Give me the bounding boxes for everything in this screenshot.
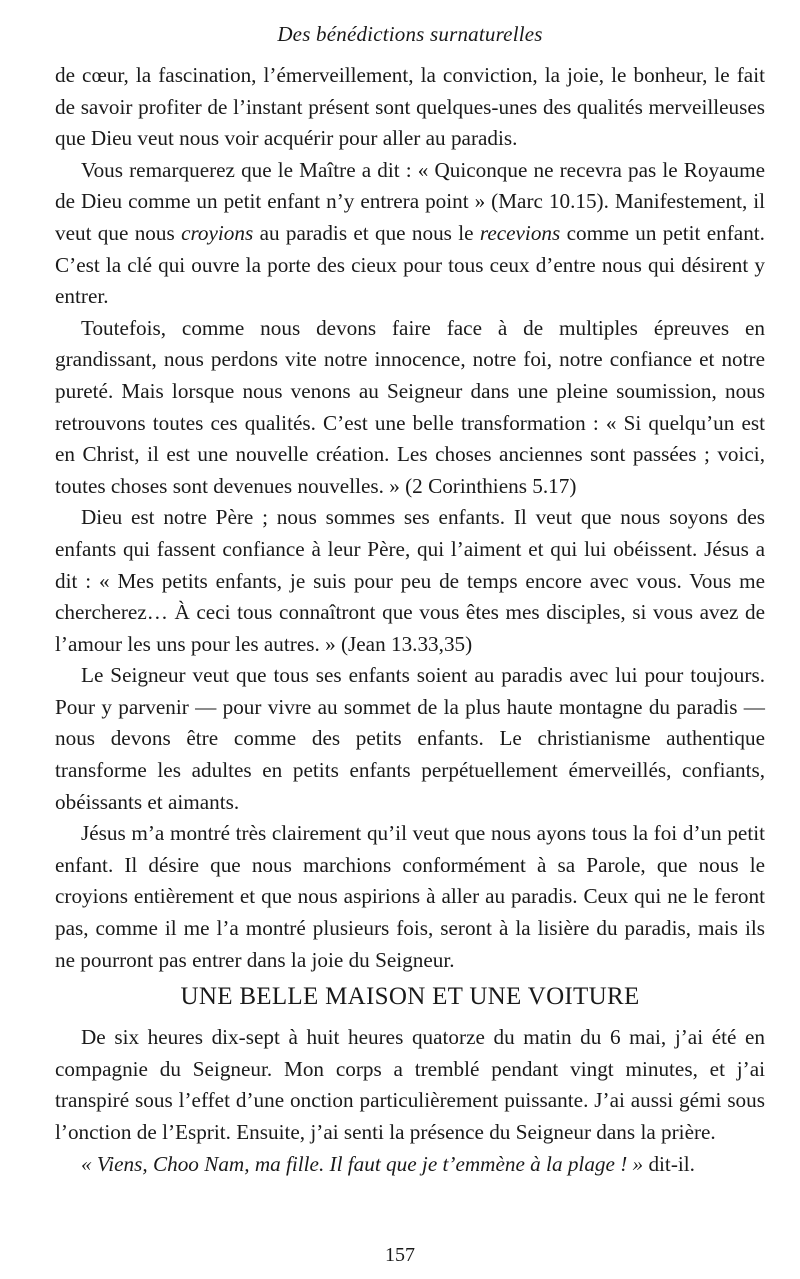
paragraph — [55, 313, 765, 503]
page-number: 157 — [385, 1244, 415, 1266]
paragraph — [55, 155, 765, 313]
paragraph-text: Vous remarquerez que le Maître a dit : « Quiconque ne recevra pas le Royaume de Dieu comme un petit enfant n’y entrera point » (Marc 10.15). Manifestement, il veut que nous — [55, 157, 765, 245]
paragraph-text: Dieu est notre Père ; nous sommes ses enfants. Il veut que nous soyons des enfants qui fassent confiance à leur Père, qui l’aiment et qui lui obéissent. Jésus a dit : « Mes petits enfants, je suis pour peu de temps encore avec vous. Vous me chercherez… À ceci tous connaîtront que vous êtes mes disciples, si vous avez de l’amour les uns pour les autres. » (Jean 13.33,35) — [55, 505, 765, 656]
section-body-text — [55, 1022, 765, 1148]
paragraph-text: au paradis et que nous le — [253, 220, 480, 245]
paragraph-text: De six heures dix-sept à huit heures quatorze du matin du 6 mai, j’ai été en compagnie du Seigneur. Mon corps a tremblé pendant vingt minutes, et j’ai transpiré sous l’effet d’une onction particulièrement puissante. J’ai aussi gémi sous l’onction de l’Esprit. Ensuite, j’ai senti la présence du Seigneur dans la prière. — [55, 1025, 765, 1144]
paragraph-text: comme un petit enfant. C’est la clé qui ouvre la porte des cieux pour tous ceux d’entre nous qui désirent y entrer. — [55, 220, 765, 309]
paragraph-text: Le Seigneur veut que tous ses enfants soient au paradis avec lui pour toujours. Pour y parvenir — pour vivre au sommet de la plus haute montagne du paradis — nous devons être comme des petits enfants. Le christianisme authentique transforme les adultes en petits enfants perpétuellement émerveillés, confiants, obéissants et aimants. — [55, 663, 765, 814]
emphasis-text: croyions — [181, 220, 254, 245]
paragraph — [55, 1022, 765, 1148]
emphasis-text: recevions — [479, 220, 561, 245]
paragraph-text: de cœur, la fascination, l’émerveillement, la conviction, la joie, le bonheur, le fait de savoir profiter de l’instant présent sont quelques-unes des qualités merveilleuses que Dieu veut nous voir acquérir pour aller au paradis. — [55, 63, 765, 151]
paragraph-text: Toutefois, comme nous devons faire face à de multiples épreuves en grandissant, nous perdons vite notre innocence, notre foi, notre confiance et notre pureté. Mais lorsque nous venons au Seigneur dans une pleine soumission, nous retrouvons toutes ces qualités. C’est une belle transformation : « Si quelqu’un est en Christ, il est une nouvelle création. Les choses anciennes sont passées ; voici, toutes choses sont devenues nouvelles. » (2 Corinthiens 5.17) — [55, 315, 765, 498]
paragraph — [55, 60, 765, 155]
body-text — [55, 60, 765, 976]
quote-attribution: dit-il. — [643, 1151, 695, 1176]
quote-text: « Viens, Choo Nam, ma fille. Il faut que je t’emmène à la plage ! » — [81, 1151, 644, 1176]
paragraph — [55, 660, 765, 818]
paragraph — [55, 818, 765, 976]
paragraph-text: Jésus m’a montré très clairement qu’il veut que nous ayons tous la foi d’un petit enfant. Il désire que nous marchions conformément à sa Parole, que nous le croyions entièrement et que nous aspirions à aller au paradis. Ceux qui ne le feront pas, comme il me l’a montré plusieurs fois, seront à la lisière du paradis, mais ils ne pourront pas entrer dans la joie du Seigneur. — [55, 821, 765, 972]
running-header: Des bénédictions surnaturelles — [277, 22, 543, 46]
paragraph — [55, 502, 765, 660]
dialogue-quote — [55, 1149, 765, 1181]
section-heading: UNE BELLE MAISON ET UNE VOITURE — [180, 983, 640, 1011]
